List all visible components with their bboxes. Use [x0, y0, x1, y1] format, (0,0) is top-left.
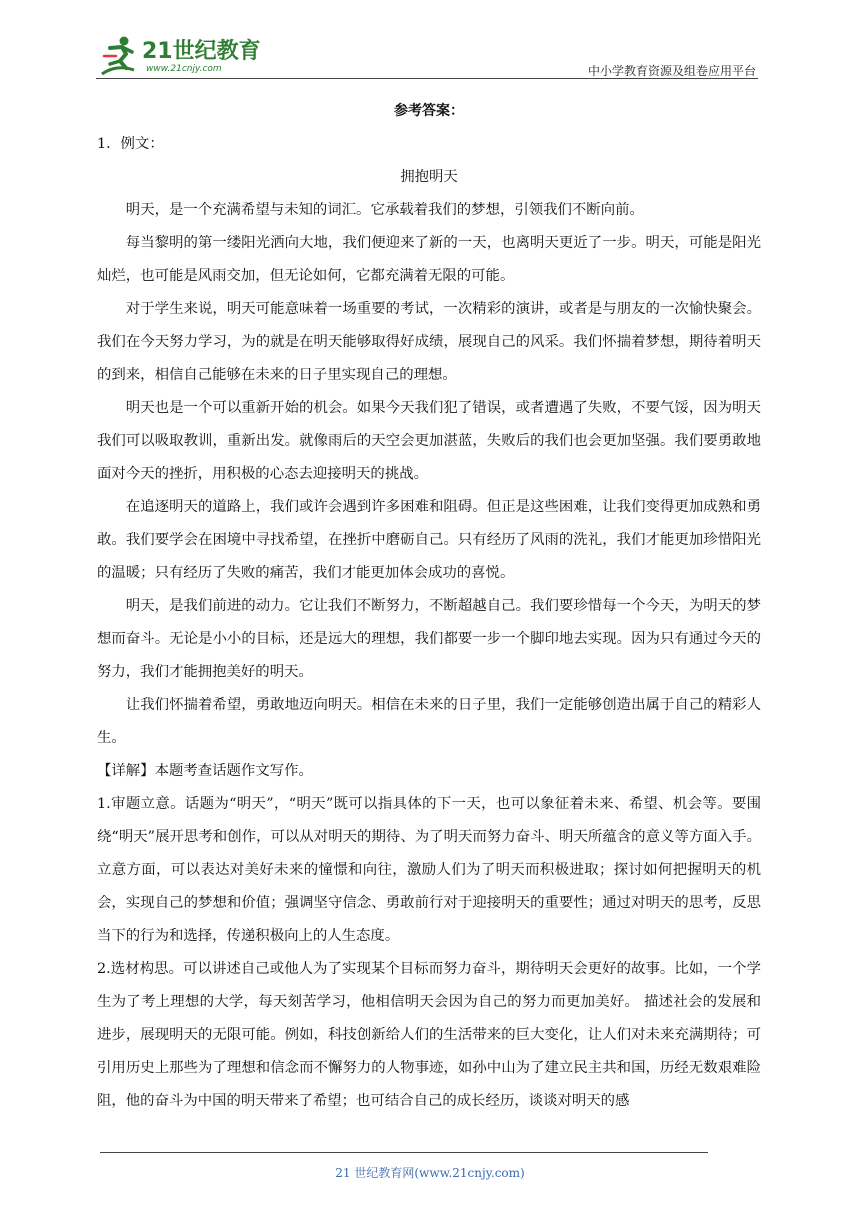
essay-title: 拥抱明天: [400, 169, 458, 185]
answer-title: 参考答案：: [394, 103, 464, 119]
essay-paragraph: 每当黎明的第一缕阳光洒向大地，我们便迎来了新的一天，也离明天更近了一步。明天，可能是阳光灿烂，也可能是风雨交加，但无论如何，它都充满着无限的可能。: [97, 235, 761, 284]
page-header: [96, 28, 756, 80]
logo-url: www.21cnjy.com: [146, 64, 222, 74]
essay-paragraph: 对于学生来说，明天可能意味着一场重要的考试，一次精彩的演讲，或者是与朋友的一次愉快聚会。我们在今天努力学习，为的就是在明天能够取得好成绩，展现自己的风采。我们怀揣着梦想，期待着明天的到来，相信自己能够在未来的日子里实现自己的理想。: [97, 301, 761, 383]
footer-divider: [100, 1152, 708, 1153]
logo-text: 21世纪教育: [142, 39, 261, 64]
platform-label: 中小学教育资源及组卷应用平台: [587, 64, 756, 78]
site-logo[interactable]: [96, 34, 266, 78]
essay-paragraph: 明天，是一个充满希望与未知的词汇。它承载着我们的梦想，引领我们不断向前。: [125, 202, 644, 218]
runner-logo-icon: [96, 34, 142, 78]
essay-paragraph: 明天也是一个可以重新开始的机会。如果今天我们犯了错误，或者遭遇了失败，不要气馁，因为明天我们可以吸取教训，重新出发。就像雨后的天空会更加湛蓝，失败后的我们也会更加坚强。我们要勇敢地面对今天的挫折，用积极的心态去迎接明天的挑战。: [97, 400, 761, 482]
essay-paragraph: 在追逐明天的道路上，我们或许会遇到许多困难和阻碍。但正是这些困难，让我们变得更加成熟和勇敢。我们要学会在困境中寻找希望，在挫折中磨砺自己。只有经历了风雨的洗礼，我们才能更加珍惜阳光的温暖；只有经历了失败的痛苦，我们才能更加体会成功的喜悦。: [97, 499, 761, 581]
analysis-paragraph: 2.选材构思。可以讲述自己或他人为了实现某个目标而努力奋斗，期待明天会更好的故事。比如，一个学生为了考上理想的大学，每天刻苦学习，他相信明天会因为自己的努力而更加美好。 描述社会的发展和进步，展现明天的无限可能。例如，科技创新给人们的生活带来的巨大变化，让人们对未来充满期待；可引用历史上那些为了理想和信念而不懈努力的人物事迹，如孙中山为了建立民主共和国，历经无数艰难险阻，他的奋斗为中国的明天带来了希望；也可结合自己的成长经历，谈谈对明天的感: [97, 961, 761, 1109]
footer-text[interactable]: 21 世纪教育网(www.21cnjy.com): [335, 1166, 525, 1180]
question-number: 1．例文：: [97, 136, 164, 152]
essay-paragraph: 让我们怀揣着希望，勇敢地迈向明天。相信在未来的日子里，我们一定能够创造出属于自己的精彩人生。: [97, 697, 761, 746]
detail-heading: 【详解】本题考查话题作文写作。: [97, 763, 313, 779]
header-divider: [96, 78, 758, 79]
analysis-paragraph: 1.审题立意。话题为“明天”，“明天”既可以指具体的下一天，也可以象征着未来、希望、机会等。要围绕“明天”展开思考和创作，可以从对明天的期待、为了明天而努力奋斗、明天所蕴含的意义等方面入手。立意方面，可以表达对美好未来的憧憬和向往，激励人们为了明天而积极进取；探讨如何把握明天的机会，实现自己的梦想和价值；强调坚守信念、勇敢前行对于迎接明天的重要性；通过对明天的思考，反思当下的行为和选择，传递积极向上的人生态度。: [97, 796, 761, 944]
essay-paragraph: 明天，是我们前进的动力。它让我们不断努力，不断超越自己。我们要珍惜每一个今天，为明天的梦想而奋斗。无论是小小的目标，还是远大的理想，我们都要一步一个脚印地去实现。因为只有通过今天的努力，我们才能拥抱美好的明天。: [97, 598, 761, 680]
document-body: [97, 98, 761, 1118]
